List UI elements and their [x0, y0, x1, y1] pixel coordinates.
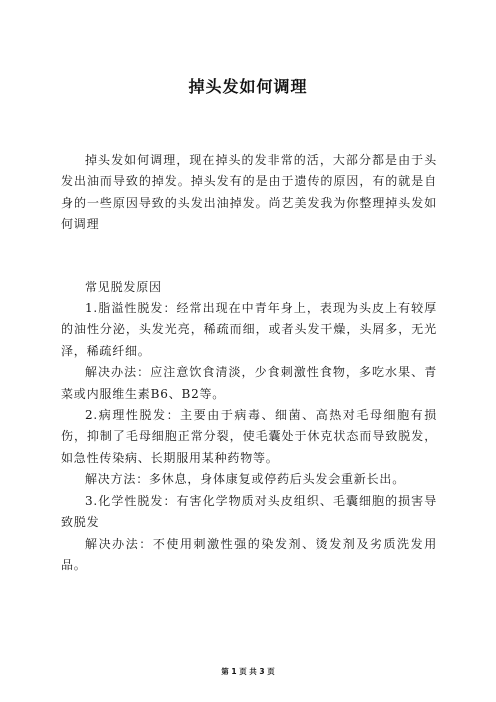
document-title: 掉头发如何调理: [188, 77, 308, 96]
cause-paragraph: 2.病理性脱发：主要由于病毒、细菌、高热对毛母细胞有损伤，抑制了毛母细胞正常分裂，使毛囊处于休克状态而导致脱发，如急性传染病、长期服用某种药物等。: [61, 408, 437, 465]
solution-paragraph: 解决办法：应注意饮食清淡，少食刺激性食物，多吃水果、青菜或内服维生素B6、B2等。: [61, 365, 437, 401]
solution-paragraph: 解决办法：不使用刺激性强的染发剂、烫发剂及劣质洗发用品。: [61, 536, 437, 572]
document-body: [61, 150, 437, 576]
paragraph-spacer: [61, 236, 437, 277]
intro-paragraph: 掉头发如何调理，现在掉头的发非常的活，大部分都是由于头发出油而导致的掉发。掉头发有的是由于遗传的原因，有的就是自身的一些原因导致的头发出油掉发。尚艺美发我为你整理掉头发如何调理: [61, 153, 437, 232]
cause-paragraph: 1.脂溢性脱发：经常出现在中青年身上，表现为头皮上有较厚的油性分泌，头发光亮，稀疏而细，或者头发干燥，头屑多，无光泽，稀疏纤细。: [61, 301, 437, 358]
cause-paragraph: 3.化学性脱发：有害化学物质对头皮组织、毛囊细胞的损害导致脱发: [61, 493, 437, 530]
section-heading: 常见脱发原因: [85, 279, 162, 294]
page-number-footer: 第 1 页 共 3 页: [221, 667, 275, 676]
solution-paragraph: 解决方法：多休息，身体康复或停药后头发会重新长出。: [85, 472, 406, 487]
